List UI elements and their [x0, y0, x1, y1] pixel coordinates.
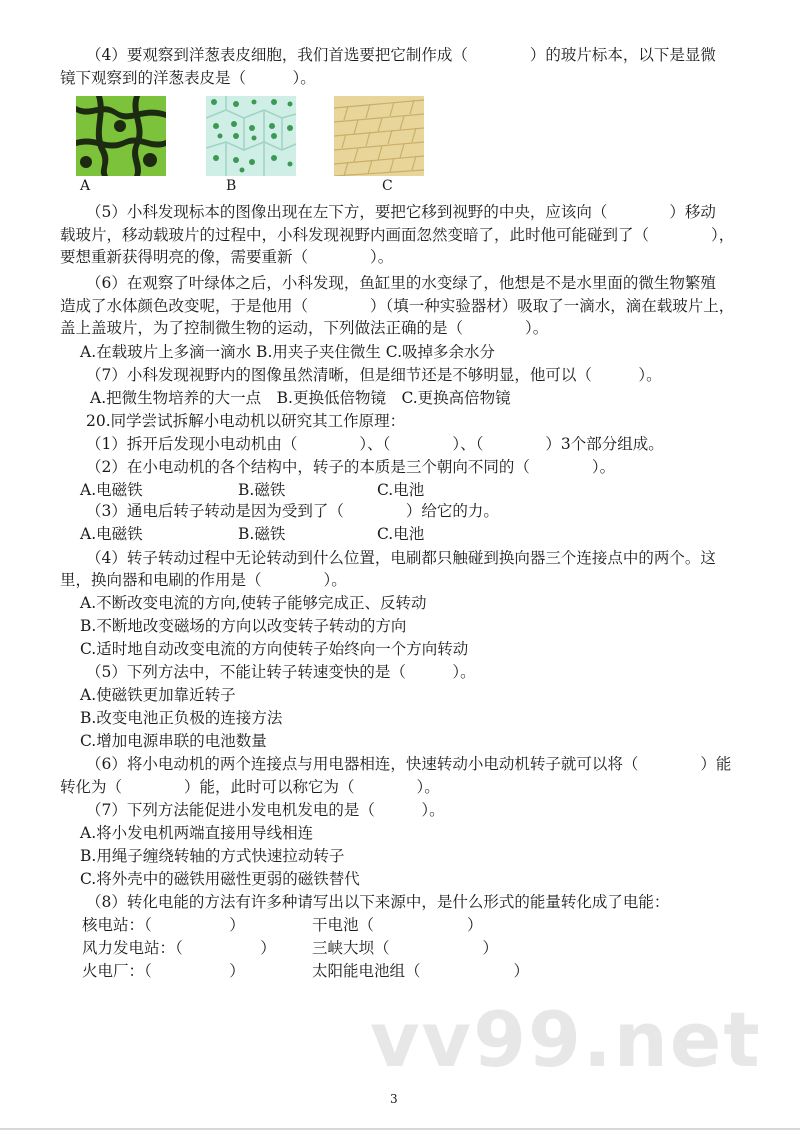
- q20-s2-option-a: A.电磁铁: [80, 481, 143, 499]
- energy-source-dry-battery: 干电池（ ）: [312, 916, 483, 934]
- q5-line1: （5）小科发现标本的图像出现在左下方，要把它移到视野的中央，应该向（ ）移动: [86, 203, 716, 221]
- q6-line3: 盖上盖玻片，为了控制微生物的运动，下列做法正确的是（ ）。: [60, 319, 549, 337]
- image-label-c: C: [382, 178, 393, 194]
- q5-line2: 载玻片，移动载玻片的过程中，小科发现视野内画面忽然变暗了，此时他可能碰到了（ ），: [60, 226, 735, 244]
- q6-line1: （6）在观察了叶绿体之后，小科发现，鱼缸里的水变绿了，他想是不是水里面的微生物繁殖: [86, 274, 716, 292]
- page-bottom-divider: [0, 1128, 800, 1130]
- q7-options: A.把微生物培养的大一点 B.更换低倍物镜 C.更换高倍物镜: [90, 389, 511, 407]
- q20-s7-option-c: C.将外壳中的磁铁用磁性更弱的磁铁替代: [80, 870, 360, 888]
- image-label-a: A: [80, 178, 91, 194]
- q5-line3: 要想重新获得明亮的像，需要重新（ ）。: [60, 248, 394, 266]
- energy-source-wind: 风力发电站：（ ）: [82, 939, 276, 957]
- q20-s4-line2: 里，换向器和电刷的作用是（ ）。: [60, 571, 347, 589]
- q20-s3-option-c: C.电池: [377, 525, 425, 543]
- energy-source-solar: 太阳能电池组（ ）: [312, 962, 530, 980]
- q4-line1: （4）要观察到洋葱表皮细胞，我们首选要把它制作成（ ）的玻片标本，以下是显微: [86, 46, 716, 64]
- microscope-image-a: [76, 96, 166, 176]
- q20-s2: （2）在小电动机的各个结构中，转子的本质是三个朝向不同的（ ）。: [86, 458, 616, 476]
- q20-s3-option-b: B.磁铁: [238, 525, 286, 543]
- q20-s4-line1: （4）转子转动过程中无论转动到什么位置，电刷都只触碰到换向器三个连接点中的两个。这: [86, 549, 716, 567]
- q20-s7-option-a: A.将小发电机两端直接用导线相连: [80, 824, 314, 842]
- microscope-image-c: [334, 96, 424, 176]
- q20-s6-line2: 转化为（ ）能，此时可以称它为（ ）。: [60, 778, 440, 796]
- q20-s5-option-c: C.增加电源串联的电池数量: [80, 732, 267, 750]
- q20-s2-option-b: B.磁铁: [238, 481, 286, 499]
- energy-source-nuclear: 核电站：（ ）: [82, 916, 245, 934]
- q6-line2: 造成了水体颜色改变呢，于是他用（ ）（填一种实验器材）吸取了一滴水，滴在载玻片上，: [60, 297, 735, 315]
- q7-line1: （7）小科发现视野内的图像虽然清晰，但是细节还是不够明显，他可以（ ）。: [86, 366, 662, 384]
- q20-s4-option-c: C.适时地自动改变电流的方向使转子始终向一个方向转动: [80, 640, 469, 658]
- q20-s4-option-b: B.不断地改变磁场的方向以改变转子转动的方向: [80, 617, 407, 635]
- watermark: vv99.net: [370, 995, 762, 1084]
- q20-s3: （3）通电后转子转动是因为受到了（ ）给它的力。: [86, 502, 499, 520]
- q20-s5-option-b: B.改变电池正负极的连接方法: [80, 709, 283, 727]
- energy-source-three-gorges: 三峡大坝（ ）: [312, 939, 499, 957]
- q4-line2: 镜下观察到的洋葱表皮是（ ）。: [60, 69, 316, 87]
- q20-s4-option-a: A.不断改变电流的方向,使转子能够完成正、反转动: [80, 594, 427, 612]
- q20-s7-option-b: B.用绳子缠绕转轴的方式快速拉动转子: [80, 847, 345, 865]
- q20-s8: （8）转化电能的方法有许多种请写出以下来源中，是什么形式的能量转化成了电能：: [86, 893, 670, 911]
- q20-s5: （5）下列方法中，不能让转子转速变快的是（ ）。: [86, 663, 476, 681]
- q20-title: 20.同学尝试拆解小电动机以研究其工作原理：: [86, 412, 406, 430]
- q20-s5-option-a: A.使磁铁更加靠近转子: [80, 686, 236, 704]
- q20-s7: （7）下列方法能促进小发电机发电的是（ ）。: [86, 801, 445, 819]
- image-label-b: B: [226, 178, 237, 194]
- page-number: 3: [390, 1092, 398, 1106]
- microscope-image-b: [206, 96, 296, 176]
- q20-s2-option-c: C.电池: [377, 481, 425, 499]
- q20-s3-option-a: A.电磁铁: [80, 525, 143, 543]
- energy-source-thermal: 火电厂：（ ）: [82, 962, 245, 980]
- q6-options: A.在载玻片上多滴一滴水 B.用夹子夹住微生 C.吸掉多余水分: [80, 343, 496, 361]
- q20-s6-line1: （6）将小电动机的两个连接点与用电器相连，快速转动小电动机转子就可以将（ ）能: [86, 755, 732, 773]
- q20-s1: （1）拆开后发现小电动机由（ ）、（ ）、（ ）3个部分组成。: [86, 435, 664, 453]
